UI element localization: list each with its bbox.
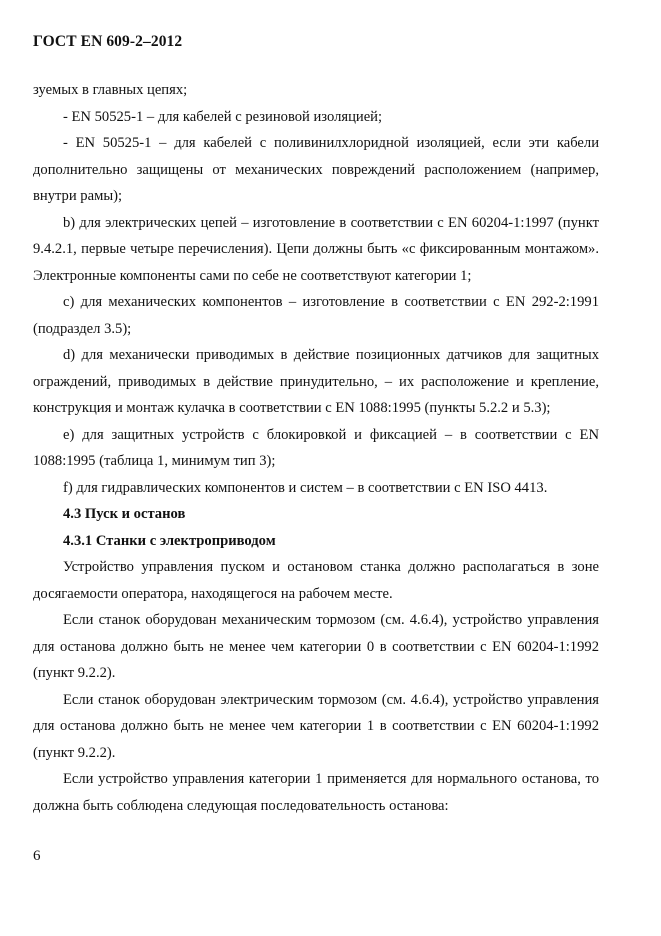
list-item: - EN 50525-1 – для кабелей с резиновой изоляцией; — [63, 108, 383, 125]
list-item: - EN 50525-1 – для кабелей с поливинилхлоридной изоляцией, если эти кабели дополнительно защищены от механических повреждений расположением (например, внутри рамы); — [33, 135, 599, 204]
page-header: ГОСТ EN 609-2–2012 — [33, 33, 183, 50]
paragraph: Если станок оборудован механическим тормозом (см. 4.6.4), устройство управления для останова должно быть не менее чем категории 0 в соответствии с EN 60204-1:1992 (пункт 9.2.2). — [33, 612, 599, 681]
list-item: c) для механических компонентов – изготовление в соответствии с EN 292-2:1991 (подраздел 3.5); — [33, 294, 599, 337]
list-item: b) для электрических цепей – изготовление в соответствии с EN 60204-1:1997 (пункт 9.4.2.1, первые четыре перечисления). Цепи должны быть «с фиксированным монтажом». Электронные компоненты сами по себе не соответствуют категории 1; — [33, 214, 599, 284]
list-item: f) для гидравлических компонентов и систем – в соответствии с EN ISO 4413. — [63, 479, 548, 496]
page-body — [33, 77, 599, 819]
list-item: e) для защитных устройств с блокировкой и фиксацией – в соответствии с EN 1088:1995 (таблица 1, минимум тип 3); — [33, 426, 599, 469]
subsection-heading: 4.3.1 Станки с электроприводом — [63, 532, 276, 549]
section-heading: 4.3 Пуск и останов — [63, 506, 186, 522]
paragraph: Устройство управления пуском и остановом станка должно располагаться в зоне досягаемости оператора, находящегося на рабочем месте. — [33, 559, 599, 602]
list-item: d) для механически приводимых в действие позиционных датчиков для защитных ограждений, приводимых в действие принудительно, – их расположение и крепление, конструкция и монтаж кулачка в соответствии с EN 1088:1995 (пункты 5.2.2 и 5.3); — [33, 347, 599, 416]
paragraph: зуемых в главных цепях; — [33, 82, 188, 98]
page-number: 6 — [33, 848, 41, 864]
paragraph: Если устройство управления категории 1 применяется для нормального останова, то должна быть соблюдена следующая последовательность останова: — [33, 771, 599, 814]
paragraph: Если станок оборудован электрическим тормозом (см. 4.6.4), устройство управления для останова должно быть не менее чем категории 1 в соответствии с EN 60204-1:1992 (пункт 9.2.2). — [33, 691, 599, 761]
